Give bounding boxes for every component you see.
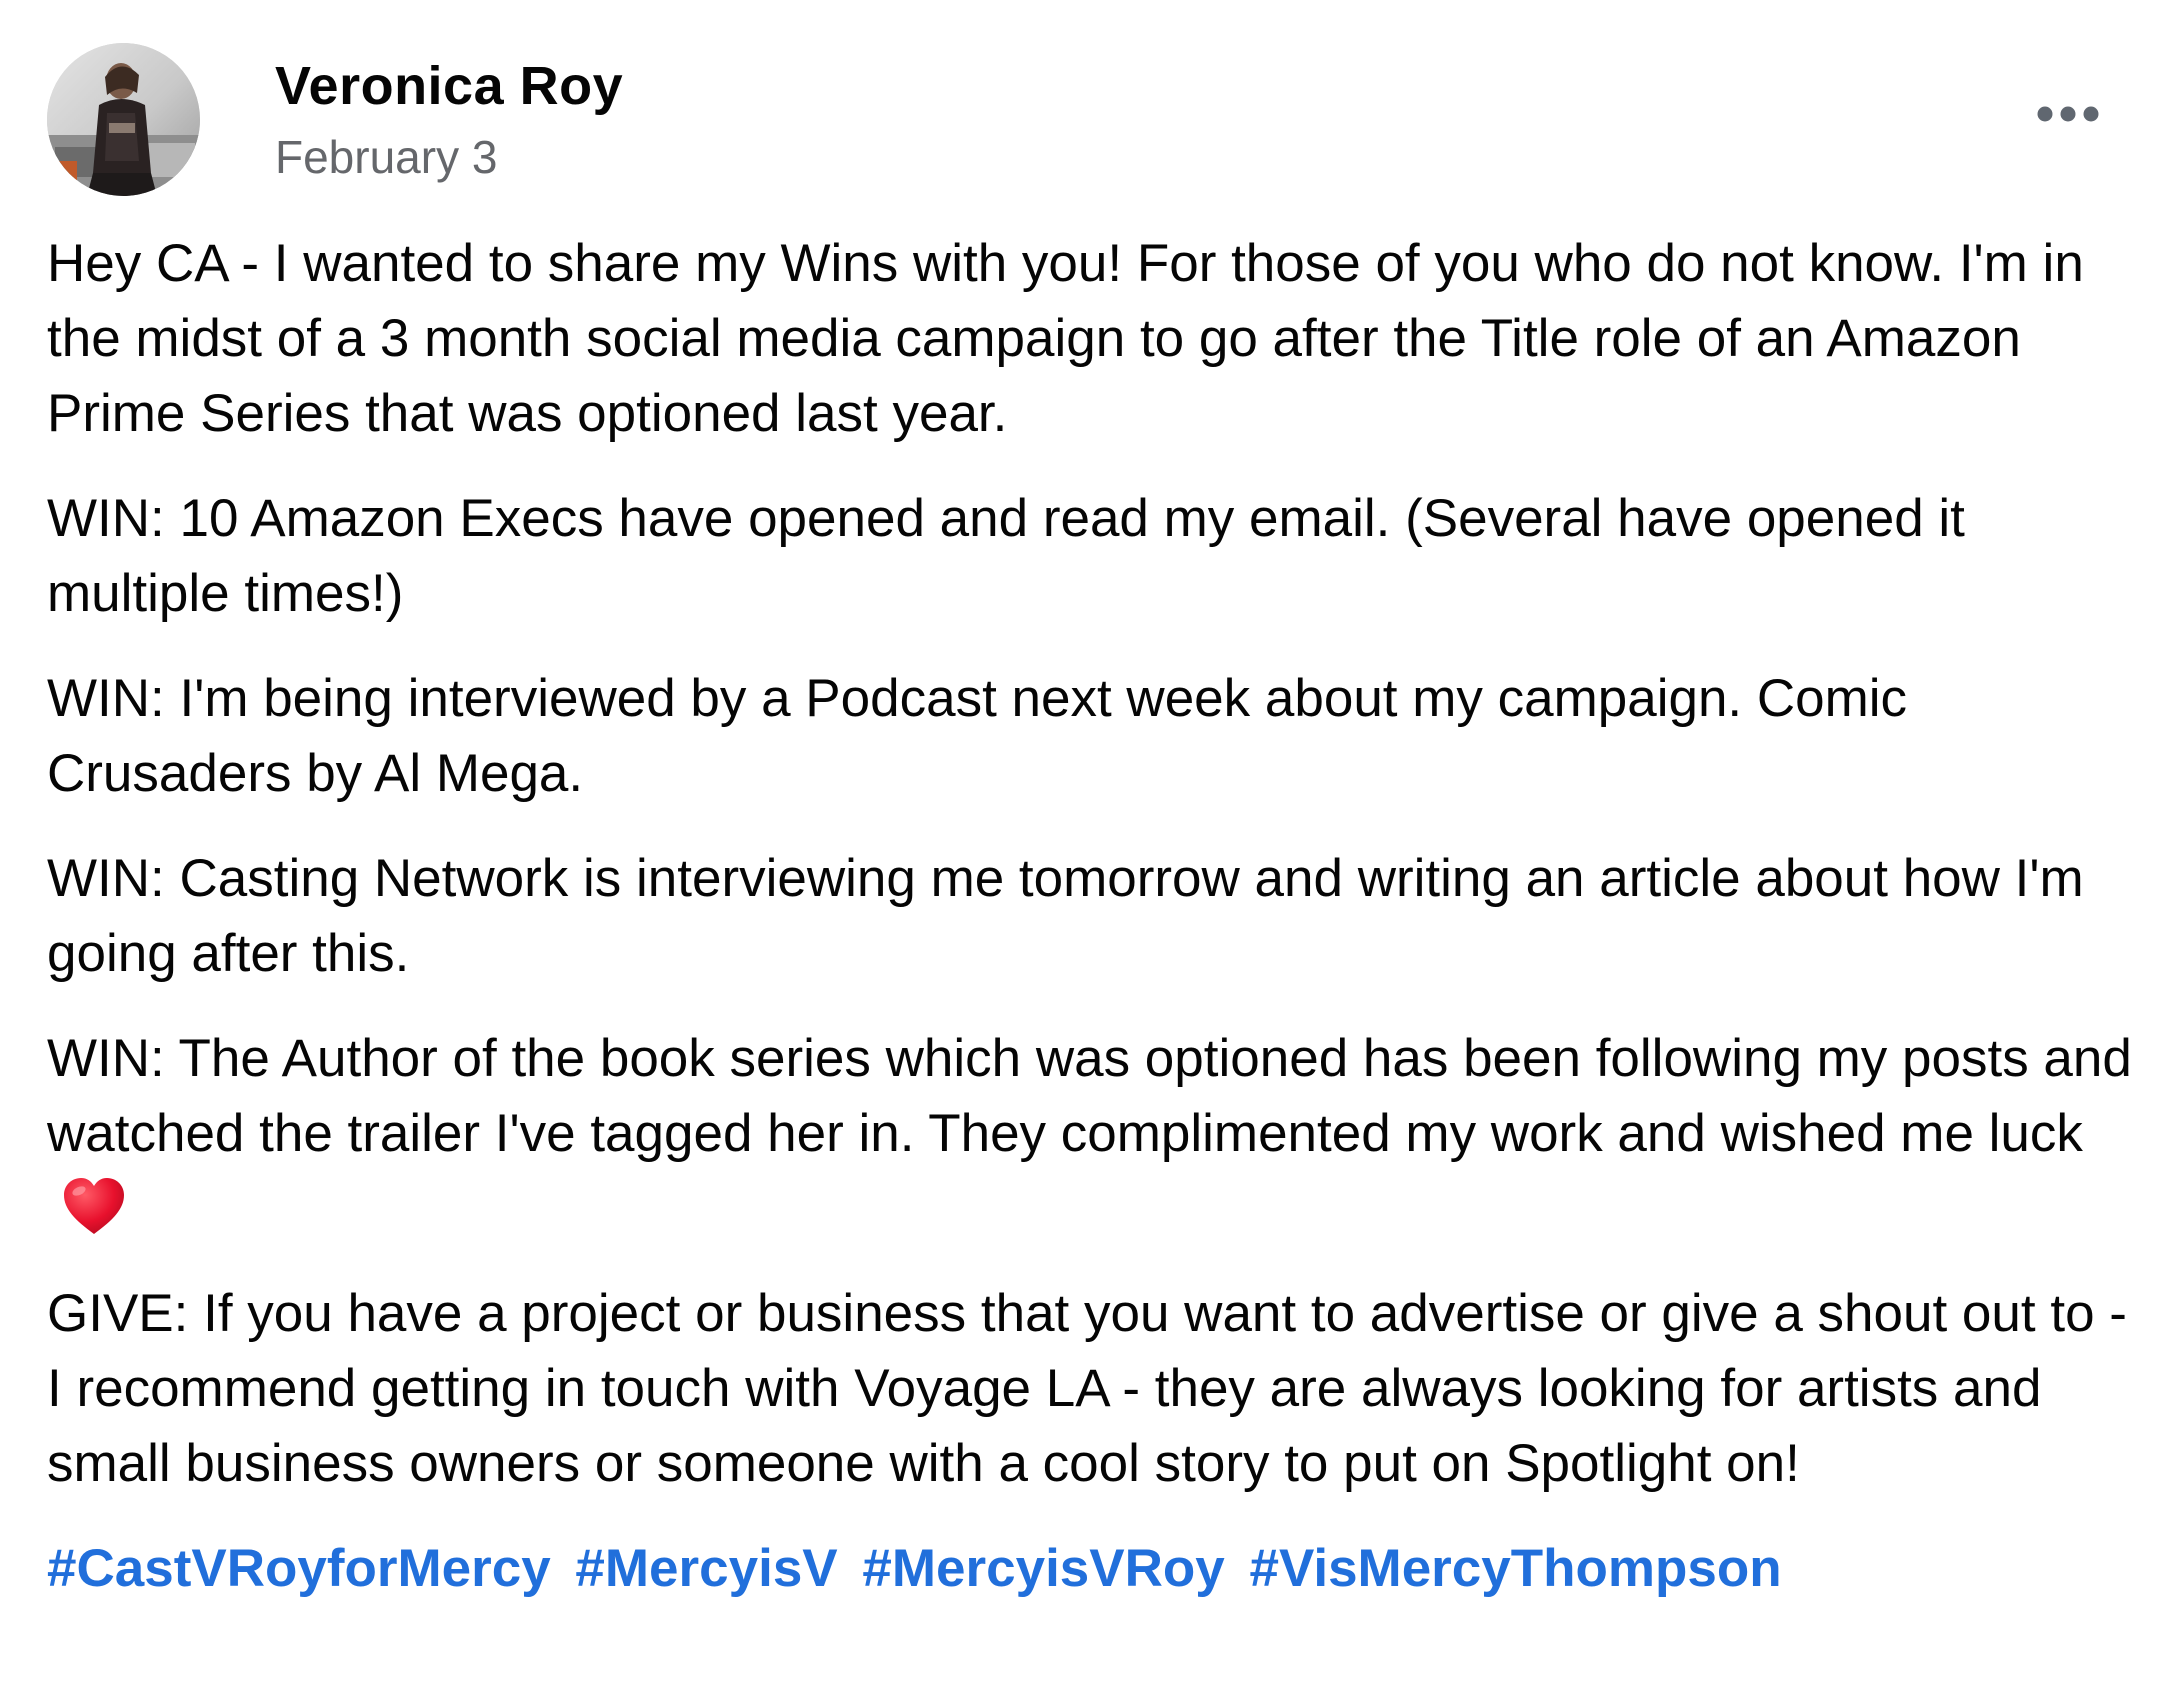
- hashtag-link[interactable]: #CastVRoyforMercy: [47, 1539, 551, 1598]
- paragraph-text: GIVE: If you have a project or business that you want to advertise or give a shout out to - I recommend getting in touch with Voyage LA - they are always looking for artists and small business owners or someone with a cool story to put on Spotlight on!: [47, 1284, 2127, 1493]
- paragraph-text: WIN: 10 Amazon Execs have opened and read my email. (Several have opened it multiple times!): [47, 489, 1965, 623]
- post-paragraph-win-4: [47, 1021, 2137, 1246]
- more-options-button[interactable]: [2020, 82, 2116, 146]
- post-paragraph-win-3: [47, 841, 2137, 991]
- post-paragraph-win-1: [47, 481, 2137, 631]
- hashtag-link[interactable]: #MercyisV: [575, 1539, 838, 1598]
- post-paragraph-intro: [47, 226, 2137, 451]
- hashtag-row: [47, 1531, 2137, 1606]
- post-date[interactable]: February 3: [275, 130, 498, 183]
- post-header: [47, 43, 623, 196]
- post-body: [47, 226, 2137, 1606]
- paragraph-text: WIN: I'm being interviewed by a Podcast next week about my campaign. Comic Crusaders by Al Mega.: [47, 669, 1908, 803]
- paragraph-text: WIN: Casting Network is interviewing me tomorrow and writing an article about how I'm going after this.: [47, 849, 2084, 983]
- author-name[interactable]: Veronica Roy: [275, 55, 624, 116]
- more-options-icon: [2036, 105, 2100, 123]
- red-heart-emoji-icon: [61, 1176, 127, 1238]
- hashtag-link[interactable]: #VisMercyThompson: [1249, 1539, 1782, 1598]
- post-paragraph-win-2: [47, 661, 2137, 811]
- hashtag-link[interactable]: #MercyisVRoy: [862, 1539, 1225, 1598]
- author-avatar[interactable]: [47, 43, 200, 196]
- paragraph-text: WIN: The Author of the book series which was optioned has been following my posts and watched the trailer I've tagged her in. They complimented my work and wished me luck: [47, 1029, 2132, 1163]
- avatar-photo-icon: [47, 43, 200, 196]
- paragraph-text: Hey CA - I wanted to share my Wins with you! For those of you who do not know. I'm in the midst of a 3 month social media campaign to go after the Title role of an Amazon Prime Series that was optioned last year.: [47, 234, 2084, 443]
- post-paragraph-give: [47, 1276, 2137, 1501]
- author-block: [275, 53, 623, 187]
